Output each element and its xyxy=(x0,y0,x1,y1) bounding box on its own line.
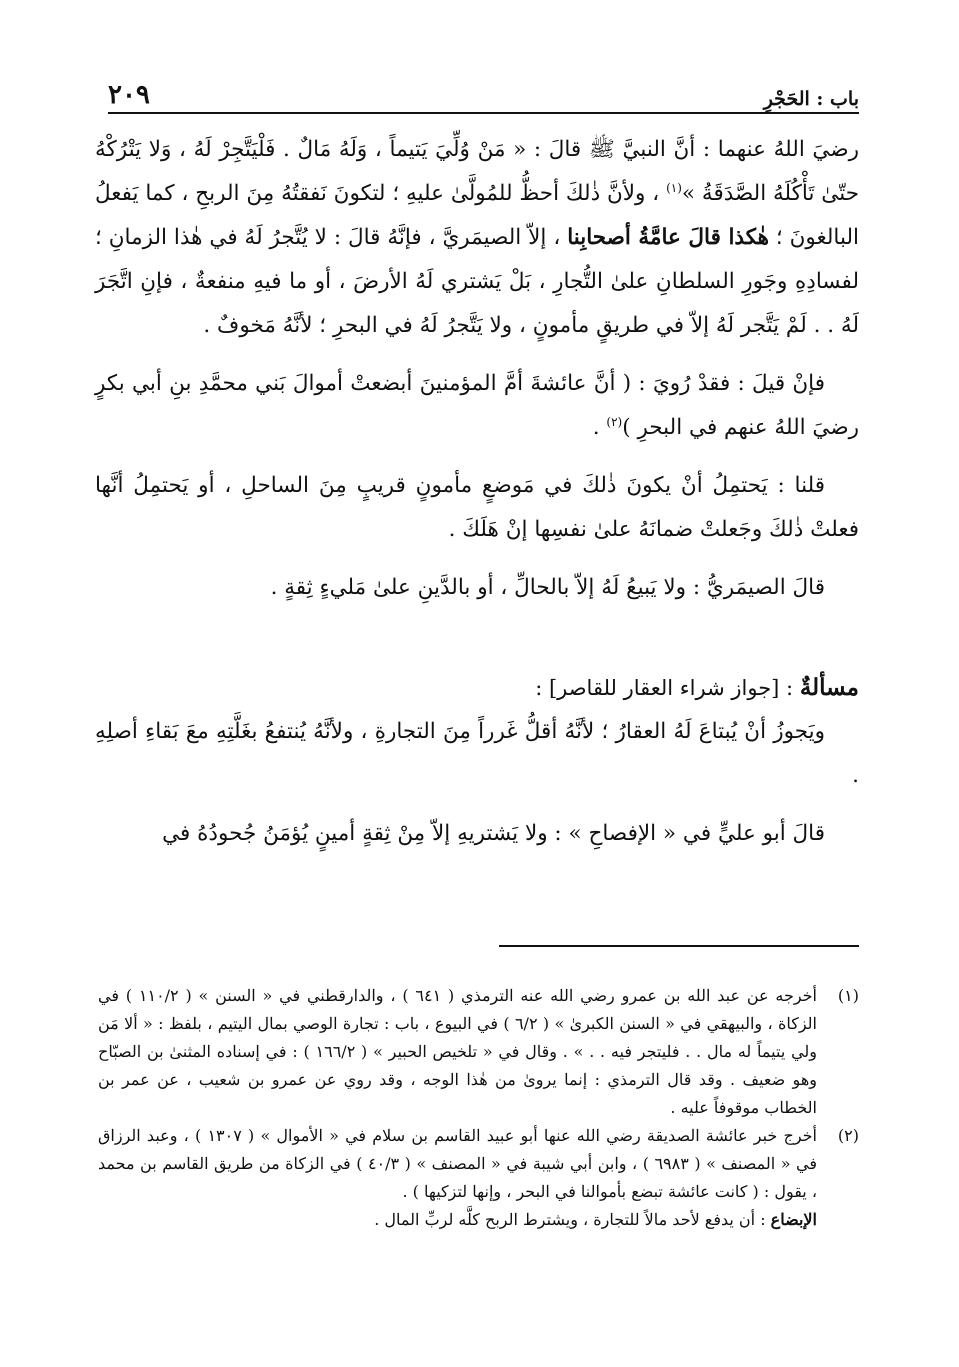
page-number: ٢٠٩ xyxy=(108,80,150,110)
masala-title: : [جواز شراء العقار للقاصر] : xyxy=(535,676,794,700)
definition-note xyxy=(98,1206,859,1234)
paragraph-property: ويَجوزُ أنْ يُبتاعَ لَهُ العقارُ ؛ لأنَّهُ أقلُّ غَرراً مِنَ التجارةِ ، ولأنَّهُ يُنتفعُ بغَلَّتِهِ معَ بَقاءِ أصلِهِ . xyxy=(95,719,859,788)
paragraph-text: فإنْ قيلَ : فقدْ رُويَ : ( أنَّ عائشةَ أمَّ المؤمنينَ أبضعتْ أموالَ بَني محمَّدِ بنِ أبي بكرٍ رضيَ اللهُ عنهم في البحرِ ) xyxy=(95,371,859,440)
definition-text: : أن يدفع لأحد مالاً للتجارة ، ويشترط الربح كلَّه لربِّ المال . xyxy=(374,1210,766,1229)
footnote-divider xyxy=(499,945,859,947)
paragraph-text: ، إلاّ الصيمَريَّ ، فإنَّهُ قالَ : لا يُتَّجرُ لَهُ في هٰذا الزمانِ ؛ لفسادِهِ وجَورِ السلطانِ علىٰ التُّجارِ ، بَلْ يَشتري لَهُ الأرضَ ، أو ما فيهِ منفعةٌ ، فإنِ اتَّجَرَ لَهُ . . لَمْ يَتَّجر لَهُ إلاّ في طريقٍ مأمونٍ ، ولا يَتَّجرُ لَهُ في البحرِ ؛ لأنَّهُ مَخوفٌ . xyxy=(95,225,859,338)
definition-term: الإبضاع xyxy=(770,1210,817,1229)
paragraph-objection xyxy=(95,362,859,450)
footnote-ref: (٢) xyxy=(606,414,623,429)
masala-keyword: مسألةٌ xyxy=(799,674,859,701)
footnote-number: (٢) xyxy=(837,1126,859,1145)
paragraph-text: ، ولأنَّ ذٰلكَ أحظُّ للمُولَّىٰ عليهِ ؛ لتكونَ نَفقتُهُ مِنَ الربحِ ، كما يَفعلُ البالغونَ ؛ xyxy=(95,181,859,250)
page-header xyxy=(108,76,859,114)
footnote-text: أخرجه عن عبد الله بن عمرو رضي الله عنه الترمذي ( ٦٤١ ) ، والدارقطني في « السنن » ( ١١٠/٢ ) في الزكاة ، والبيهقي في « السنن الكبرىٰ » ( ٦/٢ ) في البيوع ، باب : تجارة الوصي بمال اليتيم ، بلفظ : « ألا مَن ولي يتيماً له مال . . فليتجر فيه . . » . وقال في « تلخيص الحبير » ( ١٦٦/٢ ) : في إسناده المثنىٰ بن الصبّاح وهو ضعيف . وقد قال الترمذي : إنما يروىٰ من هٰذا الوجه ، وقد روي عن عمرو بن شعيب ، عن عمر بن الخطاب موقوفاً عليه . xyxy=(98,986,818,1117)
running-title: باب : الحَجْرِ xyxy=(763,88,859,110)
main-text xyxy=(95,128,859,856)
paragraph-ifsah: قالَ أبو عليٍّ في « الإفصاحِ » : ولا يَشتريهِ إلاّ مِنْ ثِقةٍ أمينٍ يُؤمَنُ جُحودُهُ في xyxy=(162,821,825,846)
paragraph-saymari: قالَ الصيمَريُّ : ولا يَبيعُ لَهُ إلاّ بالحالِّ ، أو بالدَّينِ علىٰ مَليءٍ ثِقةٍ . xyxy=(270,575,825,600)
paragraph-text: . xyxy=(592,415,600,440)
footnote-item xyxy=(98,1122,859,1206)
paragraph-text: رضيَ اللهُ عنهما : أنَّ النبيَّ ﷺ قالَ : « مَنْ وُلِّيَ يَتيماً ، وَلَهُ مَالٌ . فَلْيَتَّجِرْ لَهُ ، وَلا يَتْرُكْهُ حتّىٰ تَأْكُلَهُ الصَّدَقَةُ » xyxy=(95,137,859,206)
paragraph-reply: قلنا : يَحتمِلُ أنْ يكونَ ذٰلكَ في مَوضعٍ مأمونٍ قريبٍ مِنَ الساحلِ ، أو يَحتمِلُ أنَّها فعلتْ ذٰلكَ وجَعلتْ ضمانَهُ علىٰ نفسِها إنْ هَلَكَ . xyxy=(95,473,859,542)
footnotes xyxy=(98,982,859,1234)
footnote-text: أخرج خبر عائشة الصديقة رضي الله عنها أبو عبيد القاسم بن سلام في « الأموال » ( ١٣٠٧ ) ، وعبد الرزاق في « المصنف » ( ٦٩٨٣ ) ، وابن أبي شيبة في « المصنف » ( ٤٠/٣ ) في الزكاة من طريق القاسم بن محمد ، يقول : ( كانت عائشة تبضع بأموالنا في البحر ، وإنها لتزكيها ) . xyxy=(98,1126,818,1201)
bold-phrase: هٰكذا قالَ عامَّةُ أصحابِنا xyxy=(567,225,769,250)
footnote-ref: (١) xyxy=(666,180,682,195)
footnote-item xyxy=(98,982,859,1122)
footnote-number: (١) xyxy=(837,986,859,1005)
masala-heading xyxy=(95,666,859,710)
paragraph-hadith xyxy=(95,128,859,348)
